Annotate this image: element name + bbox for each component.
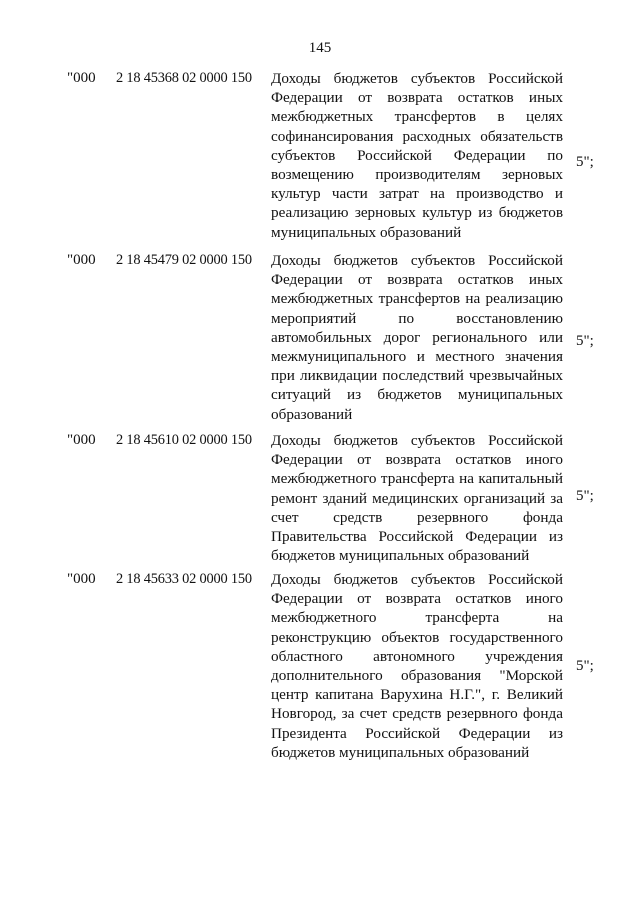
entry-amount: 5"; xyxy=(576,333,594,349)
entry-description: Доходы бюджетов субъектов Российской Федерации от возврата остатков иных межбюджетных трансфертов в целях софинансирования расходных обязательств субъектов Российской Федерации по возмещению производителям зерновых культур части затрат на производство и реализацию зерновых культур из бюджетов муниципальных образований xyxy=(271,70,563,241)
page-number: 145 xyxy=(308,40,332,56)
budget-classification-code: 2 18 45368 02 0000 150 xyxy=(116,70,252,86)
entry-description: Доходы бюджетов субъектов Российской Федерации от возврата остатков иных межбюджетных трансфертов на реализацию мероприятий по восстановлению автомобильных дорог регионального или межмуниципального и местного значения при ликвидации последствий чрезвычайных ситуаций из бюджетов муниципальных образований xyxy=(271,252,563,423)
admin-code: "000 xyxy=(67,252,96,268)
entry-amount: 5"; xyxy=(576,658,594,674)
entry-amount: 5"; xyxy=(576,488,594,504)
admin-code: "000 xyxy=(67,571,96,587)
budget-classification-code: 2 18 45479 02 0000 150 xyxy=(116,252,252,268)
entry-description: Доходы бюджетов субъектов Российской Федерации от возврата остатков иного межбюджетного трансферта на реконструкцию объектов государственного областного автономного учреждения дополнительного образования "Морской центр капитана Варухина Н.Г.", г. Великий Новгород, за счет средств резервного фонда Президента Российской Федерации из бюджетов муниципальных образований xyxy=(271,571,563,761)
entry-amount: 5"; xyxy=(576,154,594,170)
budget-classification-code: 2 18 45610 02 0000 150 xyxy=(116,432,252,448)
entry-description: Доходы бюджетов субъектов Российской Федерации от возврата остатков иного межбюджетного трансферта на капитальный ремонт зданий медицинских организаций за счет средств резервного фонда Правительства Российской Федерации из бюджетов муниципальных образований xyxy=(271,432,563,565)
budget-classification-code: 2 18 45633 02 0000 150 xyxy=(116,571,252,587)
admin-code: "000 xyxy=(67,432,96,448)
admin-code: "000 xyxy=(67,70,96,86)
